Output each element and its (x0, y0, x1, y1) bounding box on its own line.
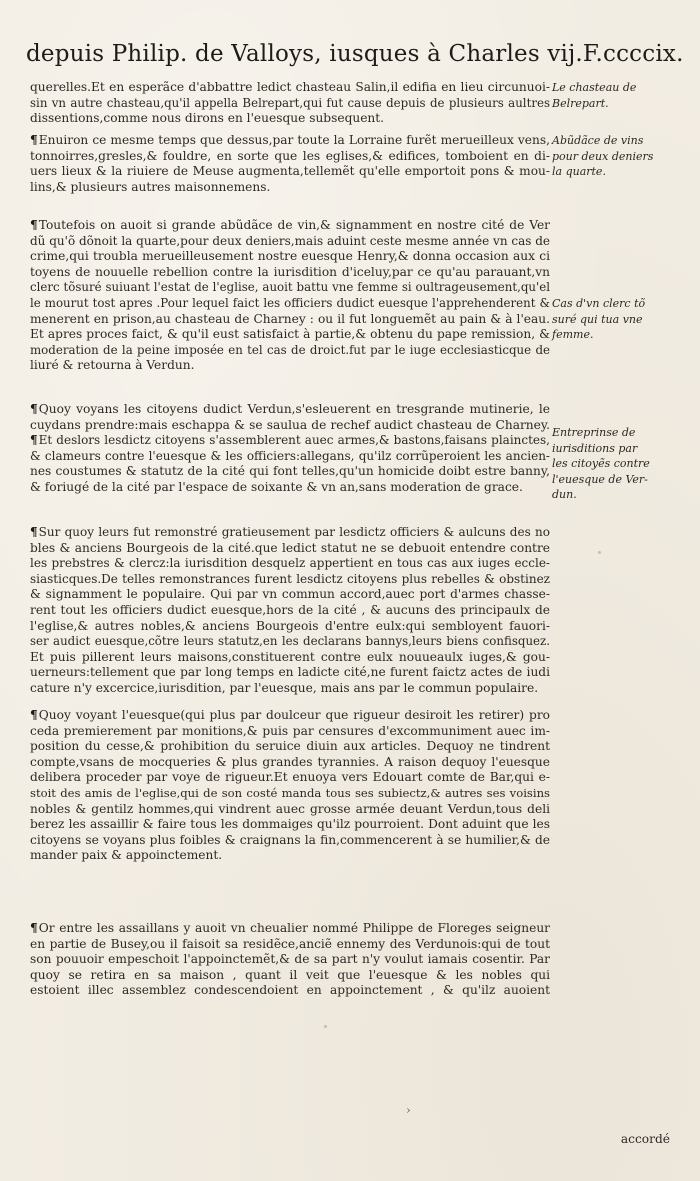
margin-note-line: femme. (552, 328, 594, 342)
text-line: siasticques.De telles remonstrances furent lesdictz citoyens plus rebelles & obstinez (30, 571, 550, 586)
text-line: rent tout les officiers dudict euesque,hors de la cité , & aucuns des principaulx de (30, 602, 550, 617)
text-line: ¶Sur quoy leurs fut remonstré gratieusement par lesdictz officiers & aulcuns des no (30, 525, 550, 539)
paragraph-mark-icon: ¶ (30, 133, 38, 147)
margin-note-4 (552, 425, 680, 503)
text-line: tonnoirres,gresles,& fouldre, en sorte que les eglises,& edifices, tomboient en di- (30, 148, 550, 163)
text-line: les prebstres & clercz:la iurisdition desquelz appertient en tous cas aux iuges eccle- (30, 556, 550, 571)
text-line: sin vn autre chasteau,qu'il appella Belrepart,qui fut cause depuis de plusieurs aultres (30, 95, 550, 110)
text-line: ser audict euesque,cõtre leurs statutz,en les declarans bannys,leurs biens confisquez. (30, 634, 550, 649)
margin-note-line: pour deux deniers (552, 149, 654, 163)
text-line: liuré & retourna à Verdun. (30, 358, 195, 373)
text-line: bles & anciens Bourgeois de la cité.que ledict statut ne se debuoit entendre contre (30, 540, 550, 555)
paragraph-mark-icon: ¶ (30, 708, 38, 722)
text-line: le mourut tost apres .Pour lequel faict les officiers dudict euesque l'apprehenderent & (30, 295, 550, 310)
bracket-mark-icon: › (406, 1103, 411, 1117)
text-line: stoit des amis de l'eglise,qui de son costé manda tous ses subiectz,& autres ses voisins (30, 785, 550, 800)
text-line: berez les assaillir & faire tous les dommaiges qu'ilz pourroient. Dont aduint que les (30, 817, 550, 832)
text-line: ¶Quoy voyans les citoyens dudict Verdun,s'esleuerent en tresgrande mutinerie, le (30, 402, 550, 416)
text-line: nes coustumes & statutz de la cité qui font telles,qu'un homicide doibt estre banny, (30, 464, 550, 479)
text-line: moderation de la peine imposée en tel cas de droict.fut par le iuge ecclesiasticque de (30, 342, 550, 357)
paragraph-2 (30, 133, 550, 195)
text-line: menerent en prison,au chasteau de Charney : ou il fut longuemẽt au pain & à l'eau. (30, 311, 550, 326)
margin-note-line: Cas d'vn clerc tõ (552, 297, 646, 310)
text-line: ¶Et deslors lesdictz citoyens s'assemblerent auec armes,& bastons,faisans plainctes, (30, 433, 550, 448)
paragraph-mark-icon: ¶ (30, 433, 38, 448)
margin-note-line: Belrepart. (552, 96, 609, 110)
text-line: ¶Toutefois on auoit si grande abũdãce de vin,& signamment en nostre cité de Ver (30, 218, 550, 232)
text-line: position du cesse,& prohibition du seruice diuin aux articles. Dequoy ne tindrent (30, 739, 550, 754)
paragraph-mark-icon: ¶ (30, 218, 38, 232)
paper-speck (598, 551, 601, 554)
text-line: cature n'y excercice,iurisdition, par l'euesque, mais ans par le commun populaire. (30, 680, 539, 695)
text-line: estoient illec assemblez condescendoient en appoinctement , & qu'ilz auoient (30, 983, 550, 998)
margin-note-line: Entreprinse de (552, 426, 636, 439)
paragraph-mark-icon: ¶ (30, 525, 38, 539)
paragraph-4 (30, 402, 550, 496)
text-line: compte,vsans de mocqueries & plus grandes tyrannies. A raison dequoy l'euesque (30, 754, 550, 769)
text-line: uerneurs:tellement que par long temps en ladicte cité,ne furent faictz actes de iudi (30, 665, 550, 680)
paragraph-mark-icon: ¶ (30, 921, 38, 935)
text-line: Et apres proces faict, & qu'il eust satisfaict à partie,& obtenu du pape remission, & (30, 327, 550, 342)
text-line: dissentions,comme nous dirons en l'euesque subsequent. (30, 111, 385, 126)
text-line: ¶Quoy voyant l'euesque(qui plus par doulceur que rigueur desiroit les retirer) pro (30, 708, 550, 722)
running-head: depuis Philip. de Valloys, iusques à Charles vij.F.ccccix. (26, 41, 684, 67)
margin-note-line: suré qui tua vne (552, 312, 643, 326)
margin-note-line: dun. (552, 488, 577, 502)
paragraph-6 (30, 708, 550, 864)
text-line: uers lieux & la riuiere de Meuse augmenta,tellemẽt qu'elle emportoit pons & mou- (30, 164, 550, 179)
text-line: & foriugé de la cité par l'espace de soixante & vn an,sans moderation de grace. (30, 479, 523, 494)
text-line: son pouuoir empeschoit l'appoinctemẽt,& de sa part n'y voulut iamais cosentir. Par (30, 952, 550, 967)
text-line: en partie de Busey,ou il faisoit sa residẽce,anciẽ ennemy des Verdunois:qui de tout (30, 936, 550, 951)
text-line: l'eglise,& autres nobles,& anciens Bourgeois d'entre eulx:qui sembloyent fauori- (30, 618, 550, 633)
margin-note-line: Abũdãce de vins (552, 134, 644, 147)
text-line: quoy se retira en sa maison , quant il veit que l'euesque & les nobles qui (30, 967, 550, 982)
text-line: clerc tõsuré suiuant l'estat de l'eglise, auoit battu vne femme si oultrageusement,qu'el (30, 280, 550, 295)
text-line: ¶Enuiron ce mesme temps que dessus,par toute la Lorraine furẽt merueilleux vens, (30, 133, 550, 147)
paragraph-5 (30, 525, 550, 697)
text-line: Et puis pillerent leurs maisons,constituerent contre eulx nouueaulx iuges,& gou- (30, 649, 550, 664)
text-line: delibera proceder par voye de rigueur.Et enuoya vers Edouart comte de Bar,qui e- (30, 770, 550, 785)
margin-note-line: les citoyẽs contre (552, 457, 650, 471)
catchword: accordé (620, 1132, 670, 1146)
margin-note-line: la quarte. (552, 165, 606, 179)
paper-speck (324, 1025, 327, 1028)
paragraph-mark-icon: ¶ (30, 402, 38, 416)
text-line: lins,& plusieurs autres maisonnemens. (30, 179, 271, 194)
text-line: & clameurs contre l'euesque & les officiers:allegans, qu'ilz corrũperoient les ancien- (30, 448, 550, 463)
text-line: ¶Or entre les assaillans y auoit vn cheualier nommé Philippe de Floreges seigneur (30, 921, 550, 935)
paragraph-1 (30, 80, 550, 127)
text-line: ceda premierement par monitions,& puis par censures d'excommuniment auec im- (30, 723, 550, 738)
margin-note-2 (552, 133, 680, 180)
text-line: crime,qui troubla merueilleusement nostre euesque Henry,& donna occasion aux ci (30, 249, 550, 264)
paragraph-3 (30, 218, 550, 374)
margin-note-1 (552, 80, 680, 111)
margin-note-line: iurisditions par (552, 441, 638, 455)
text-line: toyens de nouuelle rebellion contre la iurisdition d'iceluy,par ce qu'au parauant,vn (30, 264, 550, 279)
text-line: querelles.Et en esperãce d'abbattre ledict chasteau Salin,il edifia en lieu circunuoi- (30, 80, 550, 94)
text-line: dũ qu'õ dõnoit la quarte,pour deux deniers,mais aduint ceste mesme année vn cas de (30, 233, 550, 248)
margin-note-line: l'euesque de Ver- (552, 472, 648, 486)
paragraph-7 (30, 921, 550, 999)
margin-note-line: Le chasteau de (552, 81, 637, 94)
text-line: mander paix & appoinctement. (30, 848, 223, 863)
text-line: & signamment le populaire. Qui par vn commun accord,auec port d'armes chasse- (30, 587, 550, 602)
margin-note-3 (552, 296, 680, 343)
text-line: nobles & gentilz hommes,qui vindrent auec grosse armée deuant Verdun,tous deli (30, 801, 550, 816)
text-line: cuydans prendre:mais eschappa & se saulua de rechef audict chasteau de Charney. (30, 417, 550, 432)
text-line: citoyens se voyans plus foibles & craignans la fin,commencerent à se humilier,& de (30, 832, 550, 847)
